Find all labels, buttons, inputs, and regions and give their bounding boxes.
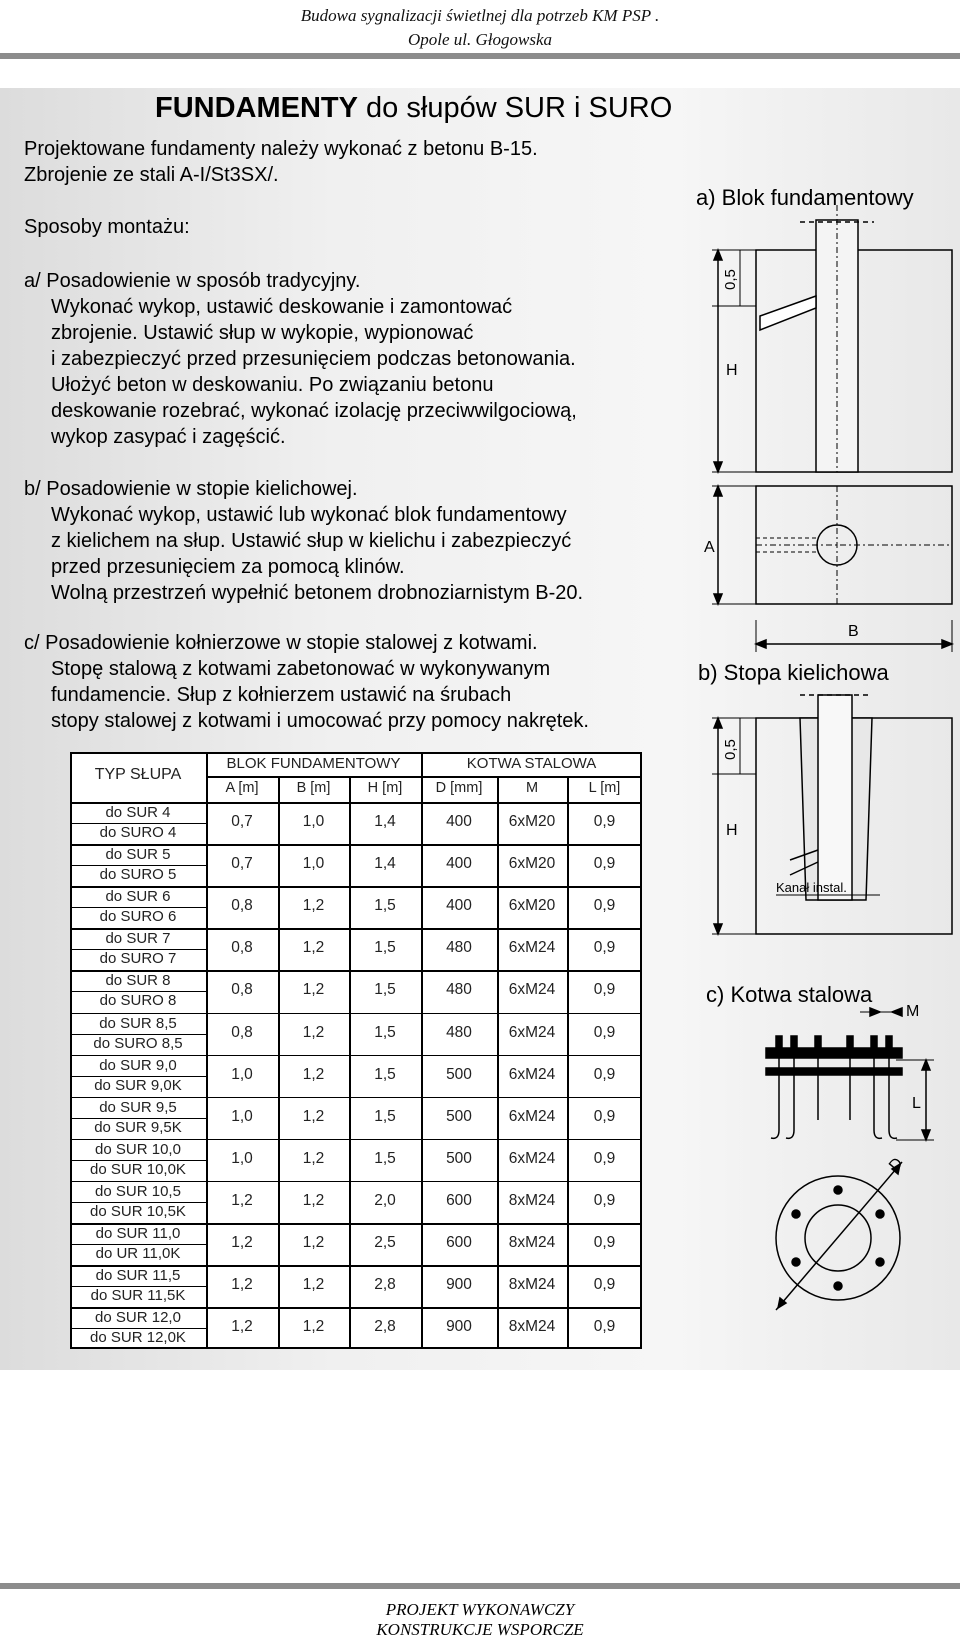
table-type-cell: do SUR 4 [105,804,171,821]
table-value-cell: 600 [446,1191,472,1209]
method-c: c/ Posadowienie kołnierzowe w stopie stalowej z kotwami. Stopę stalową z kotwami zabetonować w wykonywanym fundamencie. Słup z kołnierzem ustawić na śrubach stopy stalowej z kotwami i umocować przy pomocy nakrętek. [24,632,589,732]
diagram-cup-footing [712,695,952,934]
table-type-cell: do SUR 8 [105,972,171,990]
table-group-divider [206,776,642,778]
table-type-cell: do SUR 10,0 [95,1140,181,1158]
table-col-header: M [525,780,539,796]
table-value-cell: 0,9 [593,1234,616,1251]
table-header-type: TYP SŁUPA [94,766,182,783]
table-col-header: D [mm] [435,780,483,796]
table-value-cell: 0,7 [231,855,253,873]
table-value-cell: 1,2 [302,981,325,999]
table-value-cell: 8xM24 [508,1318,556,1336]
table-value-cell: 1,5 [374,1149,396,1167]
table-header-group-block: BLOK FUNDAMENTOWY [226,755,401,772]
table-value-cell: 1,5 [374,897,396,915]
table-value-cell: 1,2 [302,1065,325,1083]
table-type-cell: do SURO 8,5 [93,1034,183,1052]
dim-label-h-a: H [726,362,738,379]
table-type-cell: do SUR 11,0 [95,1225,181,1242]
table-border-bottom [70,1347,642,1349]
table-value-cell: 0,9 [593,1318,616,1336]
table-value-cell: 1,0 [231,1107,253,1125]
table-value-cell: 0,9 [593,897,616,915]
intro-text: Projektowane fundamenty należy wykonać z betonu B-15. Zbrojenie ze stali A-I/St3SX/. [24,138,538,186]
table-col-header: A [m] [225,780,259,796]
table-value-cell: 6xM20 [508,897,556,915]
table-type-cell: do SURO 6 [99,908,177,926]
table-value-cell: 0,9 [593,1023,616,1041]
table-value-cell: 500 [446,1065,472,1083]
table-value-cell: 2,8 [374,1318,396,1336]
table-value-cell: 0,8 [231,1023,253,1041]
table-type-cell: do SUR 10,5K [90,1202,186,1220]
table-value-cell: 500 [446,1149,472,1167]
table-value-cell: 1,2 [231,1276,253,1294]
dim-label-05-a: 0,5 [722,269,739,290]
table-col-header: H [m] [367,780,403,796]
table-type-cell: do SUR 10,0K [90,1160,186,1178]
table-value-cell: 480 [446,939,472,957]
table-type-cell: do SUR 5 [105,846,171,864]
table-type-cell: do UR 11,0K [95,1245,181,1263]
table-value-cell: 6xM24 [508,1149,556,1167]
table-type-cell: do SUR 9,5K [94,1118,182,1136]
table-value-cell: 0,8 [231,981,253,999]
diagram-a-caption: a) Blok fundamentowy [696,185,914,210]
table-value-cell: 400 [446,855,472,873]
dim-label-b: B [848,623,859,640]
table-value-cell: 6xM24 [508,1023,556,1041]
table-value-cell: 1,2 [231,1318,253,1336]
diagram-block-foundation [712,205,952,472]
table-value-cell: 0,8 [231,897,253,915]
diagram-block-plan [712,486,952,652]
table-value-cell: 1,2 [302,1023,325,1041]
table-value-cell: 8xM24 [508,1276,556,1294]
table-type-cell: do SUR 8,5 [99,1014,177,1032]
page-title: FUNDAMENTY do słupów SUR i SURO [155,92,673,124]
dim-label-05-b: 0,5 [722,739,739,760]
table-border-top [70,752,642,754]
table-group-split [421,752,423,1349]
header-line-1: Budowa sygnalizacji świetlnej dla potrzeb KM PSP . [300,6,660,25]
table-value-cell: 900 [446,1318,472,1336]
diagram-c-caption: c) Kotwa stalowa [706,982,873,1007]
table-value-cell: 8xM24 [508,1191,556,1209]
table-value-cell: 6xM24 [508,939,556,957]
table-value-cell: 6xM20 [508,855,556,873]
table-value-cell: 500 [446,1107,472,1125]
table-type-cell: do SUR 6 [105,888,171,906]
table-value-cell: 600 [446,1234,472,1251]
table-value-cell: 0,9 [593,1107,616,1125]
table-value-cell: 6xM20 [508,813,556,830]
table-value-cell: 1,2 [302,1234,325,1251]
table-type-cell: do SUR 10,5 [95,1182,181,1200]
table-value-cell: 1,2 [302,1191,325,1209]
table-value-cell: 900 [446,1276,472,1294]
table-type-cell: do SUR 9,0K [94,1076,182,1094]
table-type-cell: do SUR 7 [105,930,171,948]
table-value-cell: 2,0 [374,1191,396,1209]
table-type-cell: do SUR 12,0 [95,1309,181,1327]
table-value-cell: 480 [446,981,472,999]
table-type-divider [206,752,208,1349]
table-value-cell: 1,0 [302,855,325,873]
table-value-cell: 1,2 [302,1107,325,1125]
table-value-cell: 400 [446,897,472,915]
table-value-cell: 1,5 [374,981,396,999]
footer-line-2: KONSTRUKCJE WSPORCZE [376,1620,584,1639]
methods-label: Sposoby montażu: [24,216,190,238]
table-value-cell: 8xM24 [508,1234,556,1251]
method-a: a/ Posadowienie w sposób tradycyjny. Wykonać wykop, ustawić deskowanie i zamontować zbrojenie. Ustawić słup w wykopie, wypionować i zabezpieczyć przed przesunięciem podczas betonowania. Ułożyć beton w deskowaniu. Po związaniu betonu deskowanie rozebrać, wykonać izolację przeciwwilgociową, wykop zasypać i zagęścić. [24,270,577,448]
dim-label-l: L [912,1095,921,1112]
dim-label-m: M [906,1003,920,1020]
table-value-cell: 1,2 [302,1276,325,1294]
table-border-right [640,752,642,1349]
header-line-2: Opole ul. Głogowska [407,30,553,49]
table-value-cell: 1,5 [374,1023,396,1041]
table-type-cell: do SUR 11,5 [95,1267,181,1285]
dimensions-table [70,752,642,1349]
table-value-cell: 1,0 [302,813,325,830]
table-value-cell: 6xM24 [508,981,556,999]
footer-rule [0,1583,960,1589]
table-value-cell: 6xM24 [508,1065,556,1083]
table-value-cell: 1,0 [231,1149,253,1167]
table-value-cell: 0,9 [593,1191,616,1209]
footer-line-1: PROJEKT WYKONAWCZY [385,1600,575,1619]
dim-label-d: D [886,1154,907,1175]
table-value-cell: 0,9 [593,939,616,957]
table-value-cell: 0,8 [231,939,253,957]
diagram-b-caption: b) Stopa kielichowa [698,660,889,685]
table-value-cell: 0,9 [593,855,616,873]
table-type-cell: do SURO 8 [99,992,177,1010]
table-type-cell: do SURO 7 [99,950,177,968]
table-value-cell: 1,4 [374,855,396,873]
table-type-cell: do SURO 4 [99,824,177,842]
diagram-anchor-side [766,1008,934,1140]
table-value-cell: 1,4 [374,813,396,830]
table-value-cell: 480 [446,1023,472,1041]
table-type-cell: do SUR 9,5 [99,1098,177,1116]
table-col-header: B [m] [296,780,331,796]
table-value-cell: 1,2 [231,1234,253,1251]
table-header-group-anchor: KOTWA STALOWA [466,755,597,772]
table-value-cell: 0,7 [231,813,253,830]
table-value-cell: 1,2 [231,1191,253,1209]
diagram-anchor-plan [776,1162,902,1310]
table-value-cell: 0,9 [593,1149,616,1167]
page-footer [0,1600,960,1640]
kanal-label: Kanał instal. [776,880,847,895]
table-value-cell: 1,5 [374,1065,396,1083]
table-value-cell: 2,8 [374,1276,396,1294]
table-value-cell: 1,5 [374,939,396,957]
table-value-cell: 1,2 [302,1318,325,1336]
table-type-cell: do SUR 11,5K [90,1287,186,1305]
table-value-cell: 1,2 [302,939,325,957]
table-value-cell: 6xM24 [508,1107,556,1125]
table-value-cell: 0,9 [593,813,616,830]
table-value-cell: 0,9 [593,1065,616,1083]
table-value-cell: 1,5 [374,1107,396,1125]
table-col-header: L [m] [588,780,621,796]
table-value-cell: 0,9 [593,1276,616,1294]
table-type-cell: do SURO 5 [99,866,177,884]
table-type-cell: do SUR 12,0K [90,1329,186,1347]
table-value-cell: 400 [446,813,472,830]
table-type-cell: do SUR 9,0 [99,1056,177,1074]
table-value-cell: 1,2 [302,897,325,915]
dim-label-a: A [704,539,715,556]
method-b: b/ Posadowienie w stopie kielichowej. Wykonać wykop, ustawić lub wykonać blok fundamentowy z kielichem na słup. Ustawić słup w kielichu i zabezpieczyć przed przesunięciem za pomocą klinów. Wolną przestrzeń wypełnić betonem drobnoziarnistym B-20. [24,478,584,604]
table-value-cell: 1,0 [231,1065,253,1083]
table-value-cell: 1,2 [302,1149,325,1167]
dim-label-h-b: H [726,822,738,839]
table-value-cell: 0,9 [593,981,616,999]
table-value-cell: 2,5 [374,1234,396,1251]
